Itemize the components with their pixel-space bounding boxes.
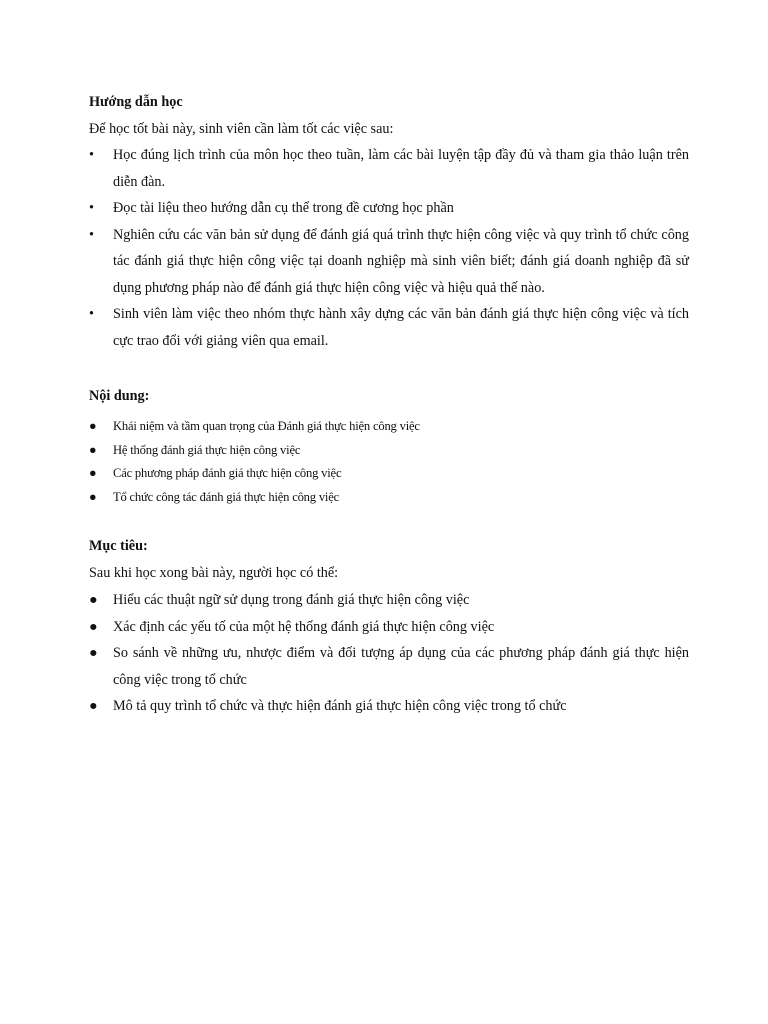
list-item-text: Học đúng lịch trình của môn học theo tuần, làm các bài luyện tập đầy đủ và tham gia thảo luận trên diễn đàn. bbox=[113, 147, 689, 190]
bullet: • bbox=[89, 226, 94, 243]
bullet: ● bbox=[89, 592, 98, 608]
bullet: ● bbox=[89, 618, 98, 635]
list-item bbox=[89, 462, 689, 486]
list-item bbox=[89, 486, 689, 510]
list-item-text: Nghiên cứu các văn bản sử dụng để đánh giá quá trình thực hiện công việc và quy trình tổ chức công tác đánh giá thực hiện công việc tại doanh nghiệp mà sinh viên biết; đánh giá doanh nghiệp đã sử dụng phương pháp nào để đánh giá thực hiện công việc và hiệu quả thế nào. bbox=[113, 226, 689, 296]
content-heading: Nội dung: bbox=[89, 388, 150, 404]
list-item bbox=[89, 439, 689, 463]
content-list bbox=[89, 415, 689, 509]
bullet: ● bbox=[89, 698, 98, 714]
bullet: ● bbox=[89, 442, 97, 457]
guide-intro: Để học tốt bài này, sinh viên cần làm tốt các việc sau: bbox=[89, 121, 394, 137]
list-item bbox=[89, 142, 689, 195]
list-item bbox=[89, 301, 689, 354]
bullet: ● bbox=[89, 419, 97, 433]
bullet: ● bbox=[89, 466, 97, 480]
list-item-text: Hiểu các thuật ngữ sử dụng trong đánh giá thực hiện công việc bbox=[113, 592, 470, 608]
list-item-text: Xác định các yếu tố của một hệ thống đánh giá thực hiện công việc bbox=[113, 618, 495, 635]
list-item bbox=[89, 640, 689, 693]
bullet: • bbox=[89, 147, 94, 163]
list-item-text: Đọc tài liệu theo hướng dẫn cụ thể trong đề cương học phần bbox=[113, 200, 454, 216]
list-item-text: Mô tả quy trình tổ chức và thực hiện đánh giá thực hiện công việc trong tổ chức bbox=[113, 698, 567, 714]
list-item-text: Sinh viên làm việc theo nhóm thực hành xây dựng các văn bản đánh giá thực hiện công việc và tích cực trao đổi với giảng viên qua email. bbox=[113, 306, 689, 349]
goals-heading: Mục tiêu: bbox=[89, 538, 148, 554]
list-item-text: Tổ chức công tác đánh giá thực hiện công việc bbox=[113, 489, 340, 504]
guide-list bbox=[89, 142, 689, 354]
bullet: ● bbox=[89, 645, 98, 661]
list-item bbox=[89, 587, 689, 614]
list-item-text: So sánh về những ưu, nhược điểm và đối tượng áp dụng của các phương pháp đánh giá thực hiện công việc trong tổ chức bbox=[113, 645, 689, 688]
list-item bbox=[89, 693, 689, 720]
bullet: ● bbox=[89, 489, 97, 504]
list-item bbox=[89, 614, 689, 641]
list-item-text: Hệ thống đánh giá thực hiện công việc bbox=[113, 442, 301, 457]
list-item-text: Các phương pháp đánh giá thực hiện công việc bbox=[113, 466, 342, 480]
bullet: • bbox=[89, 200, 94, 216]
goals-list bbox=[89, 587, 689, 720]
bullet: • bbox=[89, 306, 94, 322]
list-item bbox=[89, 222, 689, 302]
goals-intro: Sau khi học xong bài này, người học có thể: bbox=[89, 565, 339, 581]
list-item bbox=[89, 195, 689, 222]
guide-heading: Hướng dẫn học bbox=[89, 94, 183, 110]
list-item-text: Khái niệm và tầm quan trọng của Đánh giá thực hiện công việc bbox=[113, 419, 420, 433]
list-item bbox=[89, 415, 689, 439]
